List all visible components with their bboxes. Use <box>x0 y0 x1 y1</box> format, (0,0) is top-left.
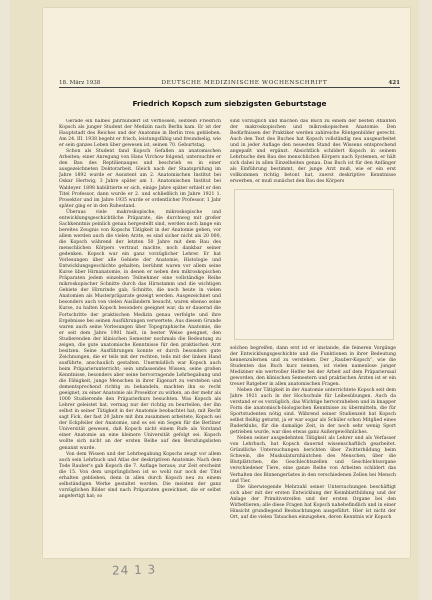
paragraph: sind vorzüglich und machen das Buch zu einem der besten Atlanten der makroskopischen und mikroskopischen Anatomie. Den Bedürfnissen der Praktiker werden zahlreiche Röntgenbilder gerecht. Auch den Text des Buches hat Kopsch vollständig neu ausgearbeitet und in jeder Auflage den neuesten Stand des Wissens entsprechend angepaßt und ergänzt. Absichtlich schildert Kopsch in seinem Lehrbuche den Bau des menschlichen Körpers nach Systemen, er hält sich dabei in allen Einzelheiten genau. Das Buch ist für den Anfänger als Einführung bestimmt, der junge Arzt muß, wie er ein erst vollkommen richtig betont hat, zuerst deskriptive Kenntnisse erwerben, er muß zunächst den Bau des Körpers <box>230 119 396 185</box>
paragraph: Überaus viele makroskopische, mikroskopische und entwicklungsgeschichtliche Präparate, die durchweg mit großer Sachkenntnis peinlich genau hergestellt sind, werden noch lange ein bereites Zeugnis von Kopschs Tätigkeit in der Anatomie geben, vor allem werden auch die vielen Arzte, es sind sicher nicht als 20 000, die Kopsch während der letzten 50 Jahre mit dem Bau des menschlichen Körpers vertraut machte, noch dankbar seiner gedenken. Kopsch war ein ganz vorzüglicher Lehrer. Er hat Vorlesungen über alle Gebiete der Anatomie, Histologie und Entwicklungsgeschichte gehalten; berühmt waren vor allem seine Kurse über Hirnanatomie, in denen er neben den mikroskopischen Präparaten jedem einzelnen Teilnehmer eine vollständige Reihe mikroskopischer Schnitte durch das Hirnstamm und die wichtigen Gebiete der Hirnrinde gab; Schnitte, die noch heute in vielen Anatomien als Musterpräparate gezeigt werden. Ausgezeichnet und besonders auch von vielen Ausländern besucht, waren ebenso seine Kurse, zu halten Kopsch besonders geeignet war, da er dauernd die Fortschritte der praktischen Medizin genau verfolgte und ihre Ergebnisse bei seinen Ausführungen verwertete. Aus diesem Grunde waren auch seine Vorlesungen über Topographische Anatomie, die er seit dem Jahre 1901 hielt, in bester Weise geeignet, den Studierenden der klinischen Semester nochmals die Bedeutung zu zeigen, die gute anatomische Kenntnisse für den praktischen Arzt besitzen. Seine Ausführungen konnte er durch besonders gute Zeichnungen, die er teils mit der rechten, teils mit der linken Hand ausführte, anschaulich gestalten. Unermüdlich war Kopsch auch beim Präparierunterricht; sein umfassendes Wissen, seine großen Kenntnisse, besonders aber seine hervorragende Lehrbegabung und die Fähigkeit, junge Menschen in ihrer Eigenart zu verstehen und dementsprechend richtig zu behandeln, machten ihn so recht geeignet, zu einer Anatomie als Prosektor zu wirken, an der mehr als 1000 Studierende den Präparierkurs besuchten. Was Kopsch als Lehrer geleistet hat, vermag nur der richtig zu beurteilen, der ihn selbst in seiner Tätigkeit in der Anatomie beobachtet hat; mit Recht sagt Fick, der fast 20 Jahre mit ihm zusammen arbeitete, Kopsch sei der Eckpfeiler der Anatomie, und es sei ein Segen für die Berliner Universität gewesen, daß Kopsch nicht einem Rufe als Vorstand einer Anatomie an eine kleinere Universität gefolgt sei. Kopsch wollte sich nicht an der ersten Reihe auf den Berufungslisten genannt wurde. <box>59 209 221 451</box>
left-column <box>59 119 221 537</box>
page-number: 421 <box>388 80 400 86</box>
paragraph: Schon als Student fand Kopsch Gefallen an anatomischen Arbeiten; einer Anregung von Hans Virchow folgend, untersuchte er den Bau des Reptilienauges und beschrieb es in einer ausgezeichneten Doktorarbeit. Gleich nach der Staatsprüfung im Jahre 1892 wurde er Assistent am 2. Anatomischen Institut bei Oskar Hertwig, 3 Jahre später am 1. Anatomischen Institut bei Waldeyer. 1898 habilitierte er sich, einige Jahre später erhielt er den Titel Professor, dann wurde er 2. und schließlich im Jahre 1921 1. Prosektor und im Jahre 1935 wurde er ordentlicher Professor, 1 Jahr später ging er in den Ruhestand. <box>59 149 221 209</box>
pasted-paper-slip <box>234 189 394 340</box>
paragraph: Gerade ein halbes Jahrhundert ist verflossen, seitdem Friedrich Kopsch als junger Student der Medizin nach Berlin kam. Er ist der Hauptstadt des Reiches und der Anatomie in Berlin treu geblieben. Am 24. III. 1938 begeht er frisch, leistungsfähig und freundselig, wie er sein ganzes Leben über gewesen ist, seinen 70. Geburtstag. <box>59 119 221 149</box>
backing-sheet <box>10 0 419 600</box>
paragraph: Von dem Wissen und der Lehrbegabung Kopschs zeugt vor allem auch sein Lehrbuch und Atlas der deskriptiven Anatomie. Nach dem Tode Rauber's gab Kopsch die 7. Auflage heraus; zur Zeit erscheint die 15. Von dem ursprünglichen ist so wohl nur noch der Titel erhalten geblieben, denn in allen durch Kopsch neu zu einem selbständigen Werke gestaltet worden. Die meisten der ganz vorzüglichen Bilder sind nach Präparaten gezeichnet, die er selbst angefertigt hat; so <box>59 451 221 499</box>
paragraph: solchen begreifen, dann erst ist er imstande, die feineren Vorgänge der Entwicklungsgeschichte und die Funktionen in ihrer Bedeutung kennenzulernen und zu verstehen. Der „Rauber-Kopsch“, wie die Studenten das Buch kurz nennen, ist vielen namenlose junger Mediziner ein wertvoller Helfer bei der Arbeit auf dem Präpariersaal geworden, den klinischen Semestern und praktischen Ärzten ist er ein treuer Ratgeber in allen anatomischen Fragen. <box>230 345 396 387</box>
journal-page <box>43 8 410 558</box>
paragraph: Neben der Tätigkeit in der Anatomie unterrichtete Kopsch seit dem Jahre 1921 auch in der Hochschule für Leibesübungen. Auch da verstand er es vorzüglich, das Wichtige hervorzuheben und in knapper Form die anatomisch-biologischen Kenntnisse zu übermitteln, die für Sportstudenten nötig sind. Während seiner Studienzeit hat Kopsch selbst fleißig geturnt, ja er war sogar als Schüler schon Mitglied eines Ruderklubs, für die damalige Zeit, in der noch sehr wenig Sport getrieben wurde, war dies etwas ganz Außergewöhnliches. <box>230 387 396 436</box>
page-header <box>59 72 400 88</box>
article-title: Friedrich Kopsch zum siebzigsten Geburtstage <box>132 99 327 108</box>
handwritten-mark: 24 1 3 <box>111 562 157 578</box>
journal-name: DEUTSCHE MEDIZINISCHE WOCHENSCHRIFT <box>161 80 328 86</box>
paragraph: Die überwiegende Mehrzahl seiner Untersuchungen beschäftigt sich aber mit der ersten Entwicklung der Keimblattbildung und der Anlage der Primitivstreifen und der ersten Organe bei den Wirbeltieren; alle diese Fragen hat Kopsch nahebefindlich und in einer Hinsicht grundlegend Beobachtungen ausgeführt. Hier ist nicht der Ort, auf die vielen Tatsachen einzugehen, deren Kenntnis wir Kopsch <box>230 484 396 520</box>
paragraph: Neben seiner ausgedehnten Tätigkeit als Lehrer und als Verfasser von Lehrbuch, hat Kopsch dauernd wissenschaftlich gearbeitet. Gründliche Untersuchungen berichten über Zwitterbildung beim Schwein, die Muskulaturnhäutchen des Menschen, über die Blutplättchen, die Geschlechtszellen und Geschlechtsorgane verschiedener Tiere, eine ganze Reihe von Arbeiten schildert das Verhalten des Binnengerüstes in den verschiedenen Zellen bei Mensch und Tier. <box>230 436 396 484</box>
issue-date: 18. März 1938 <box>59 80 101 86</box>
